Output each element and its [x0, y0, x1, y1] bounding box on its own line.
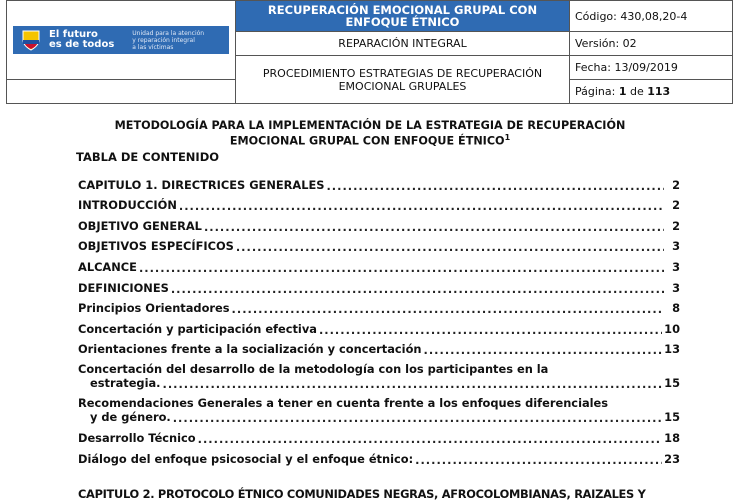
toc-entry[interactable]: [78, 253, 680, 274]
doc-title-header: RECUPERACIÓN EMOCIONAL GRUPAL CON ENFOQUE ÉTNICO: [236, 1, 569, 31]
toc-leader: [171, 283, 664, 295]
toc-entry-page: 3: [672, 280, 680, 295]
toc-leader: [424, 344, 663, 356]
toc-leader: [319, 324, 662, 336]
toc-leader: [204, 221, 664, 233]
toc-entry-page: 15: [664, 410, 680, 425]
toc-entry-title: estrategia.: [90, 376, 161, 391]
toc-entry-page: 15: [664, 376, 680, 391]
toc-entry-page: 13: [664, 342, 680, 357]
toc-entry-title: INTRODUCCIÓN: [78, 198, 177, 213]
toc-entry[interactable]: [78, 171, 680, 192]
brand-sub-3: a las víctimas: [132, 43, 174, 51]
page-total: 113: [647, 85, 671, 98]
toc-leader: [415, 454, 662, 466]
toc-entry-title: Concertación y participación efectiva: [78, 321, 317, 336]
toc-entry[interactable]: [78, 212, 680, 233]
toc-leader: [232, 303, 664, 315]
toc-leader: [198, 433, 663, 445]
toc-entry-page: 3: [672, 239, 680, 254]
toc-entry[interactable]: [78, 192, 680, 213]
toc-entry-title: Orientaciones frente a la socialización y concertación: [78, 342, 422, 357]
toc-entry[interactable]: [78, 295, 680, 316]
brand-line-2: es de todos: [49, 39, 115, 50]
brand-line-1: El futuro: [49, 29, 98, 40]
toc-entry-title: ALCANCE: [78, 259, 137, 274]
title-line-2-text: EMOCIONAL GRUPAL CON ENFOQUE ÉTNICO: [229, 134, 505, 148]
toc-cut-line: CAPITULO 2. PROTOCOLO ÉTNICO COMUNIDADES NEGRAS, AFROCOLOMBIANAS, RAIZALES Y: [78, 487, 646, 501]
table-of-contents: [78, 171, 680, 466]
toc-entry-page: 8: [672, 301, 680, 316]
page-of: de: [626, 85, 648, 98]
toc-entry-page: 3: [672, 259, 680, 274]
toc-leader: [326, 180, 664, 192]
document-title: [40, 120, 700, 148]
toc-entry[interactable]: [78, 274, 680, 295]
toc-entry-title: Desarrollo Técnico: [78, 430, 196, 445]
toc-entry-title: Diálogo del enfoque psicosocial y el enfoque étnico:: [78, 451, 414, 466]
toc-entry-title: OBJETIVO GENERAL: [78, 218, 202, 233]
code-cell: Código: 430,08,20-4: [570, 1, 733, 32]
brand-logo: [13, 26, 229, 54]
toc-entry-title-line1: Recomendaciones Generales a tener en cuenta frente a los enfoques diferenciales: [78, 396, 609, 411]
toc-entry[interactable]: [78, 233, 680, 254]
toc-entry-title-line1: Concertación del desarrollo de la metodología con los participantes en la: [78, 362, 549, 377]
toc-entry-page: 2: [672, 198, 680, 213]
brand-sub-2: y reparación integral: [132, 36, 195, 44]
toc-entry-page: 2: [672, 177, 680, 192]
version-cell: Versión: 02: [570, 32, 733, 56]
toc-leader: [173, 412, 662, 424]
toc-entry[interactable]: [78, 396, 680, 424]
toc-entry[interactable]: [78, 445, 680, 466]
title-line-1: METODOLOGÍA PARA LA IMPLEMENTACIÓN DE LA ESTRATEGIA DE RECUPERACIÓN: [114, 119, 626, 132]
toc-entry-page: 2: [672, 218, 680, 233]
document-header: [6, 0, 733, 102]
toc-heading: TABLA DE CONTENIDO: [76, 150, 220, 164]
footnote-mark: 1: [504, 133, 511, 142]
page-cell: [570, 80, 733, 104]
toc-leader: [139, 262, 664, 274]
title-line-2: [40, 132, 700, 148]
page-number: 1: [618, 85, 627, 98]
toc-leader: [163, 378, 663, 390]
brand-sub-1: Unidad para la atención: [132, 29, 205, 37]
toc-leader: [236, 241, 664, 253]
doc-title-cell: [236, 1, 570, 32]
toc-entry-title: y de género.: [90, 410, 171, 425]
procedure-cell: PROCEDIMIENTO ESTRATEGIAS DE RECUPERACIÓN EMOCIONAL GRUPALES: [236, 56, 570, 104]
toc-entry[interactable]: [78, 424, 680, 445]
page-prefix: Página:: [575, 85, 619, 98]
coat-of-arms-icon: [21, 29, 41, 51]
toc-entry-title: OBJETIVOS ESPECÍFICOS: [78, 239, 234, 254]
toc-entry-title: DEFINICIONES: [78, 280, 169, 295]
toc-entry-page: 18: [664, 430, 680, 445]
toc-entry[interactable]: [78, 336, 680, 357]
area-cell: REPARACIÓN INTEGRAL: [236, 32, 570, 56]
toc-entry-title: Principios Orientadores: [78, 301, 230, 316]
toc-entry[interactable]: [78, 315, 680, 336]
toc-entry-title: CAPITULO 1. DIRECTRICES GENERALES: [78, 177, 325, 192]
toc-entry[interactable]: [78, 362, 680, 390]
logo-cell: [7, 1, 236, 80]
toc-entry-page: 23: [664, 451, 680, 466]
date-cell: Fecha: 13/09/2019: [570, 56, 733, 80]
toc-leader: [179, 200, 664, 212]
toc-entry-page: 10: [664, 321, 680, 336]
